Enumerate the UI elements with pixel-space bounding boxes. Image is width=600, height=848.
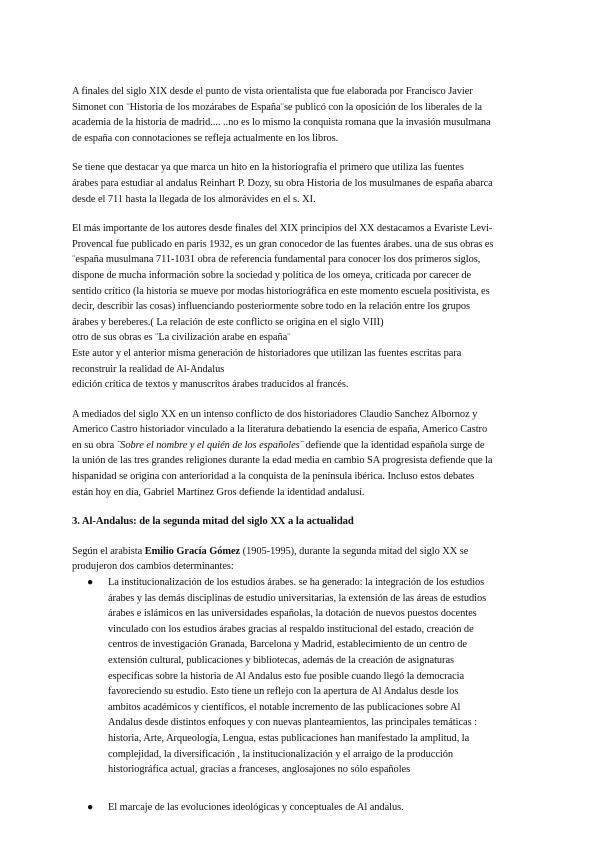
paragraph-levi-provencal — [72, 221, 528, 393]
text-line: decir, describir las cosas) influenciando posteriormente sobre todo en la relación entre los grupos — [72, 301, 471, 313]
text-line: otro de sus obras es ¨La civilización arabe en españa¨ — [72, 332, 291, 344]
bullet-icon: ● — [87, 577, 94, 589]
text-line — [72, 438, 528, 454]
text-segment: en su obra — [72, 439, 117, 451]
text-line: edición crítica de textos y manuscritos árabes traducidos al francés. — [72, 379, 349, 391]
text-line: academia de la historia de madrid.... ..no es lo mismo la conquista romana que la invasión musulmana — [72, 117, 491, 129]
text-line: reconstruir la realidad de Al-Andalus — [72, 363, 225, 375]
section-heading: 3. Al-Andalus: de la segunda mitad del siglo XX a la actualidad — [72, 516, 354, 528]
text-line: la unión de las tres grandes religiones durante la edad media en cambio SA progresista defiende que la — [72, 455, 493, 467]
text-line: La institucionalización de los estudios árabes. se ha generado: la integración de los estudios — [108, 577, 485, 589]
text-line: árabes y bereberes.( La relación de este conflicto se origina en el siglo VIII) — [72, 316, 384, 328]
text-line: Se tiene que destacar ya que marca un hito en la historiografía el primero que utiliza las fuentes — [72, 162, 464, 174]
text-line: produjeron dos cambios determinantes: — [72, 561, 234, 573]
text-line: El marcaje de las evoluciones ideológicas y conceptuales de Al andalus. — [108, 801, 404, 813]
text-segment: defiende que la identidad española surge de — [303, 439, 485, 451]
text-line: desde el 711 hasta la llegada de los almorávides en el s. XI. — [72, 193, 316, 205]
text-line: árabes y las demás disciplinas de estudio universitarias, la extensión de las áreas de estudios — [108, 592, 487, 604]
text-line: Andalus desde distintos enfoques y con nuevas planteamientos, las principales temáticas : — [108, 717, 477, 729]
text-line: están hoy en día, Gabriel Martínez Gros defiende la identidad andalusí. — [72, 486, 365, 498]
text-line: favoreciendo su estudio. Esto tiene un reflejo con la apertura de Al Andalus desde los — [108, 686, 459, 698]
text-line: específicas sobre la historia de Al Andalus esto fue posible cuando llegó la democracia — [108, 670, 465, 682]
paragraph-albornoz-castro — [72, 407, 528, 501]
list-item-institucionalizacion — [72, 575, 528, 778]
text-line: ¨españa musulmana 711-1031 obra de referencia fundamental para conocer los dos primeros siglos, — [72, 254, 481, 266]
author-name-bold: Emilio Gracía Gómez — [144, 545, 241, 557]
text-line: árabes para estudiar al andalus Reinhart P. Dozy, su obra Historia de los musulmanes de españa abarca — [72, 177, 493, 189]
text-line: Provencal fue publicado en paris 1932, es un gran conocedor de las fuentes árabes. una de sus obras es — [72, 238, 494, 250]
text-segment: Según el arabista — [72, 545, 145, 557]
bullet-icon: ● — [87, 801, 94, 813]
paragraph-mozarabes — [72, 84, 528, 146]
paragraph-dozy — [72, 160, 528, 207]
text-line: ambitos académicos y científicos, el notable incremento de las publicaciones sobre Al — [108, 701, 461, 713]
text-line: dispone de mucha información sobre la sociedad y política de los omeya, criticada por carecer de — [72, 269, 472, 281]
bullet-list — [72, 575, 528, 815]
text-line: Este autor y el anterior misma generación de historiadores que utilizan las fuentes escritas para — [72, 347, 462, 359]
text-line: Simonet con ¨Historia de los mozárabes de España¨se publicó con la oposición de los liberales de la — [72, 101, 482, 113]
book-title-italic: ¨Sobre el nombre y el quién de los españoles¨ — [116, 439, 304, 451]
text-line: Americo Castro historiador vinculado a la literatura debatiendo la esencia de españa, Americo Castro — [72, 424, 488, 436]
text-line — [72, 544, 528, 560]
text-line: historia, Arte, Arqueología, Lengua, estas publicaciones han manifestado la amplitud, la — [108, 732, 470, 744]
text-line: historiográfica actual, gracias a franceses, anglosajones no sólo españoles — [108, 764, 411, 776]
text-line: vinculado con los estudios árabes gracias al respaldo institucional del estado, creación de — [108, 623, 474, 635]
text-segment: (1905-1995), durante la segunda mitad del siglo XX se — [240, 545, 469, 557]
document-body — [72, 84, 528, 815]
text-line: sentido crítico (la historia se mueve por modas historiográfica en este momento escuela positivista, es — [72, 285, 490, 297]
text-line: A mediados del siglo XX en un intenso conflicto de dos historiadores Claudio Sanchez Albornoz y — [72, 408, 478, 420]
text-line: complejidad, la diversificación , la institucionalización y el arraigo de la producción — [108, 748, 454, 760]
text-line: árabes e islámicos en las universidades españolas, la dotación de nuevos puestos docentes — [108, 608, 477, 620]
text-line: centros de investigación Granada, Barcelona y Madrid, establecimiento de un centro de — [108, 639, 467, 651]
text-line: extensión cultural, publicaciones y bibliotecas, además de la creación de asignaturas — [108, 655, 455, 666]
list-item-marcaje — [72, 800, 528, 816]
text-line: El más importante de los autores desde finales del XIX principios del XX destacamos a Evariste Levi- — [72, 223, 493, 235]
text-line: hispanidad se origina con anterioridad a la conquista de la península ibérica. Incluso estos debates — [72, 471, 475, 483]
text-line: A finales del siglo XIX desde el punto de vista orientalista que fue elaborada por Francisco Javier — [72, 86, 473, 97]
paragraph-intro-gracia-gomez — [72, 544, 528, 575]
text-line: de españa con connotaciones se refleja actualmente en los libros. — [72, 132, 339, 144]
